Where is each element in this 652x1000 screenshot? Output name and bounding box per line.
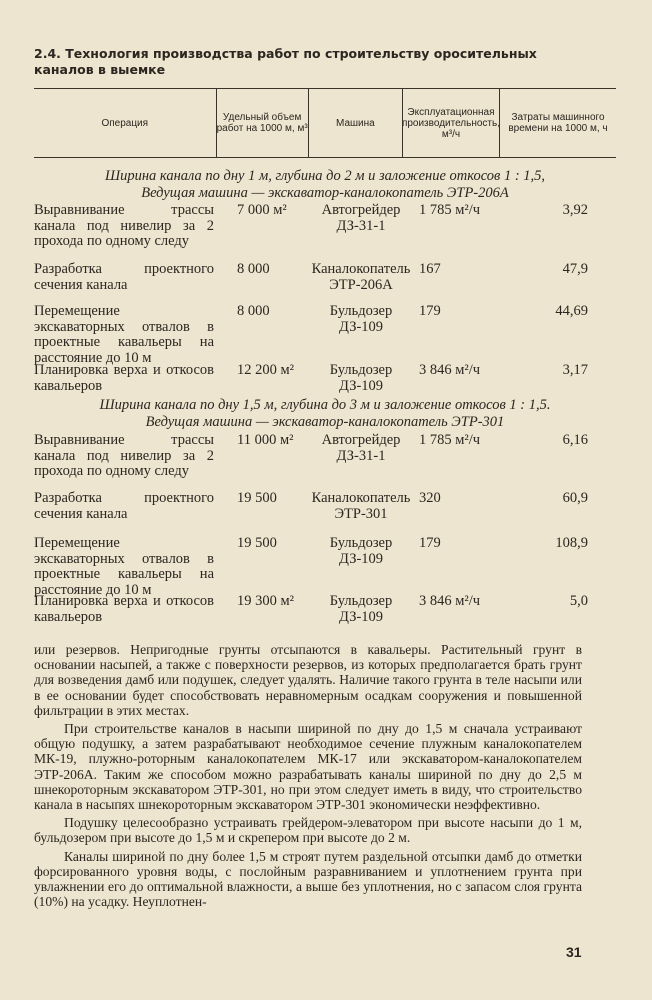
header-time: Затраты машинного времени на 1000 м, ч xyxy=(508,112,608,134)
row-machine: Каналокопатель ЭТР-206А xyxy=(311,261,411,293)
paragraph: или резервов. Непригодные грунты отсыпаются в кавальеры. Растительный грунт в основании насыпей, а также с поверхности резервов, из которых предполагается брать грунт для возведения дамб или подушек, следует удалять. Наличие такого грунта в теле насыпи или в ее основании будет способствовать неравномерным осадкам сооружения и повышенной фильтрации в этих местах. xyxy=(34,642,582,718)
row-productivity: 3 846 м²/ч xyxy=(419,362,481,378)
header-machine: Машина xyxy=(309,89,403,157)
row-time: 6,16 xyxy=(562,432,588,448)
row-time: 44,69 xyxy=(555,303,588,319)
row-operation: Выравнивание трассы канала под нивелир за 2 прохода по одному следу xyxy=(34,432,214,479)
row-time: 3,92 xyxy=(562,202,588,218)
row-operation: Перемещение экскаваторных отвалов в проектные кавальеры на расстояние до 10 м xyxy=(34,535,214,598)
row-productivity: 1 785 м²/ч xyxy=(419,202,481,218)
paragraph: Подушку целесообразно устраивать грейдером-элеватором при высоте насыпи до 1 м, бульдозером при высоте до 1,5 м и скрепером при высоте до 2 м. xyxy=(34,815,582,846)
row-operation: Перемещение экскаваторных отвалов в проектные кавальеры на расстояние до 10 м xyxy=(34,303,214,366)
section-1-title xyxy=(34,168,616,202)
paragraph: Каналы шириной по дну более 1,5 м строят путем раздельной отсыпки дамб до отметки форсированного уровня воды, с послойным разравниванием и уплотнением грунта при увлажнении его до оптимальной влажности, а выше без уплотнения, но с запасом слоя грунта (10%) на усадку. Неуплотнен- xyxy=(34,848,582,910)
row-operation: Выравнивание трассы канала под нивелир за 2 прохода по одному следу xyxy=(34,202,214,249)
section-heading: 2.4. Технология производства работ по строительству оросительных каналов в выемке xyxy=(34,46,537,77)
section-1-title-line1: Ширина канала по дну 1 м, глубина до 2 м и заложение откосов 1 : 1,5, xyxy=(104,168,546,184)
header-volume: Удельный объем работ на 1000 м, м³ xyxy=(217,89,309,157)
page-number: 31 xyxy=(566,944,582,960)
row-volume: 19 500 xyxy=(237,535,277,551)
section-2-title-line2: Ведущая машина — экскаватор-каналокопатель ЭТР-301 xyxy=(145,414,505,430)
row-machine: Автогрейдер ДЗ-31-1 xyxy=(321,202,401,234)
row-productivity: 1 785 м²/ч xyxy=(419,432,481,448)
section-1-title-line2: Ведущая машина — экскаватор-каналокопатель ЭТР-206А xyxy=(141,185,509,201)
row-volume: 19 300 м² xyxy=(237,593,295,609)
header-operation: Операция xyxy=(34,89,217,157)
row-volume: 12 200 м² xyxy=(237,362,295,378)
row-time: 47,9 xyxy=(562,261,588,277)
row-operation: Разработка проектного сечения канала xyxy=(34,490,214,522)
row-volume: 7 000 м² xyxy=(237,202,287,218)
row-productivity: 320 xyxy=(419,490,441,506)
row-volume: 8 000 xyxy=(237,303,270,319)
row-productivity: 3 846 м²/ч xyxy=(419,593,481,609)
row-machine: Бульдозер ДЗ-109 xyxy=(329,593,393,625)
header-productivity: Эксплуатационная производительность, м³/ч xyxy=(403,89,500,157)
row-machine: Каналокопатель ЭТР-301 xyxy=(311,490,411,522)
row-time: 60,9 xyxy=(562,490,588,506)
row-machine: Бульдозер ДЗ-109 xyxy=(329,362,393,394)
row-time: 3,17 xyxy=(562,362,588,378)
row-machine: Бульдозер ДЗ-109 xyxy=(329,535,393,567)
row-volume: 11 000 м² xyxy=(237,432,294,448)
body-text xyxy=(34,642,582,909)
row-machine: Бульдозер ДЗ-109 xyxy=(329,303,393,335)
row-time: 5,0 xyxy=(569,593,588,609)
table-header xyxy=(34,88,616,158)
section-2-title-line1: Ширина канала по дну 1,5 м, глубина до 3 м и заложение откосов 1 : 1,5. xyxy=(99,397,551,413)
row-operation: Планировка верха и откосов кавальеров xyxy=(34,593,214,625)
row-productivity: 179 xyxy=(419,303,441,319)
row-machine: Автогрейдер ДЗ-31-1 xyxy=(321,432,401,464)
row-productivity: 179 xyxy=(419,535,441,551)
row-volume: 8 000 xyxy=(237,261,270,277)
row-operation: Планировка верха и откосов кавальеров xyxy=(34,362,214,394)
row-productivity: 167 xyxy=(419,261,441,277)
paragraph: При строительстве каналов в насыпи шириной по дну до 1,5 м сначала устраивают общую подушку, а затем разрабатывают необходимое сечение плужным каналокопателем МК-19, плужно-роторным каналокопателем МК-17 или экскаватором-каналокопателем ЭТР-206А. Таким же способом можно разрабатывать каналы шириной по дну до 2,5 м шнекороторным экскаватором ЭТР-301, но при этом следует иметь в виду, что строительство канала в насыпях шнекороторным экскаватором ЭТР-301 экономически неэффективно. xyxy=(34,721,582,813)
row-operation: Разработка проектного сечения канала xyxy=(34,261,214,293)
row-volume: 19 500 xyxy=(237,490,277,506)
section-2-title xyxy=(34,397,616,431)
row-time: 108,9 xyxy=(555,535,588,551)
